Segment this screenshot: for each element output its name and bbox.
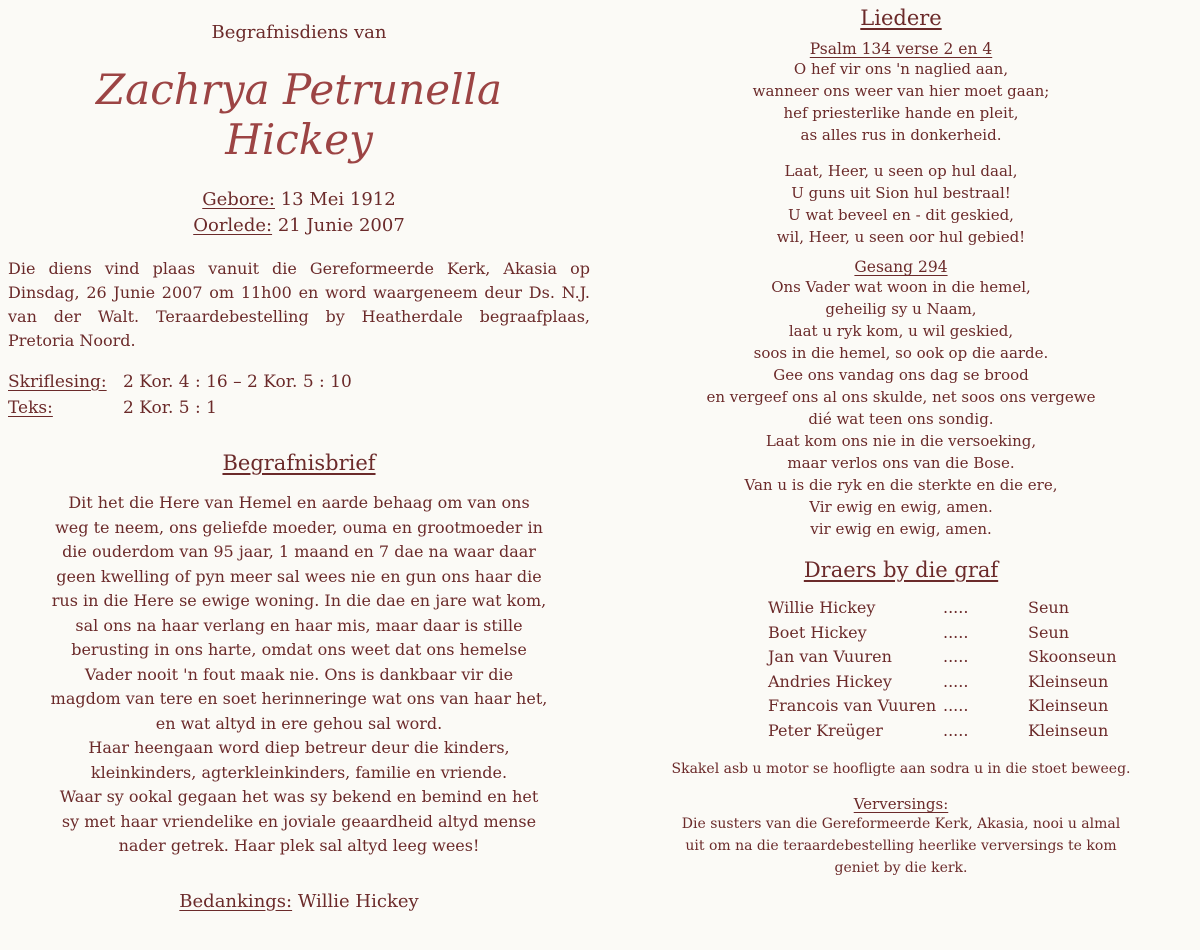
headlights-note: Skakel asb u motor se hoofligte aan sodra u in die stoet beweeg.	[671, 761, 1131, 777]
verse-line: Laat, Heer, u seen op hul daal,	[784, 162, 1018, 180]
service-details: Die diens vind plaas vanuit die Gereformeerde Kerk, Akasia op Dinsdag, 26 Junie 2007 om 11h00 en word waargeneem deur Ds. N.J. van der Walt. Teraardebestelling by Heatherdale begraafplaas, Pretoria Noord.	[8, 259, 590, 350]
born-value: 13 Mei 1912	[280, 189, 396, 210]
letter-line: kleinkinders, agterkleinkinders, familie en vriende.	[90, 762, 508, 782]
letter-line: Waar sy ookal gegaan het was sy bekend en bemind en het	[59, 787, 539, 806]
bearer-name: Andries Hickey	[768, 671, 892, 691]
hymn-verse	[608, 276, 1194, 540]
hymn-title: Gesang 294	[854, 258, 948, 276]
refreshments-heading: Verversings:	[853, 795, 949, 813]
verse-line: geheilig sy u Naam,	[825, 300, 977, 318]
bearer-relation: Kleinseun	[1028, 720, 1109, 740]
refresh-line: uit om na die teraardebestelling heerlike verversings te kom	[685, 838, 1117, 854]
letter-line: en wat altyd in ere gehou sal word.	[155, 713, 443, 733]
verse-line: Vir ewig en ewig, amen.	[809, 498, 993, 516]
letter-line: berusting in ons harte, omdat ons weet dat ons hemelse	[71, 640, 527, 659]
right-page	[602, 0, 1200, 950]
psalm-title: Psalm 134 verse 2 en 4	[809, 40, 993, 58]
scripture-block	[8, 369, 590, 421]
death-date	[8, 213, 590, 239]
letter-line: geen kwelling of pyn meer sal wees nie en gun ons haar die	[56, 566, 542, 586]
died-label: Oorlede:	[193, 215, 273, 236]
bearer-dots: .....	[943, 720, 969, 740]
verse-line: dié wat teen ons sondig.	[808, 410, 994, 428]
birth-date	[8, 187, 590, 213]
verse-line: maar verlos ons van die Bose.	[787, 454, 1015, 472]
verse-line: Gee ons vandag ons dag se brood	[773, 366, 1029, 384]
letter-line: magdom van tere en soet herinneringe wat ons van haar het,	[50, 689, 548, 708]
verse-line: wanneer ons weer van hier moet gaan;	[752, 82, 1050, 100]
born-label: Gebore:	[202, 189, 275, 210]
verse-line: U wat beveel en - dit geskied,	[788, 206, 1014, 224]
name-line-1: Zachrya Petrunella	[95, 65, 503, 114]
text-label: Teks:	[8, 398, 53, 418]
verse-line: Van u is die ryk en die sterkte en die ere,	[744, 476, 1058, 494]
bearer-dots: .....	[943, 671, 969, 691]
verse-line: Ons Vader wat woon in die hemel,	[771, 278, 1031, 296]
letter-line: Haar heengaan word diep betreur deur die kinders,	[88, 738, 510, 757]
verse-line: vir ewig en ewig, amen.	[810, 520, 992, 538]
verse-line: soos in die hemel, so ook op die aarde.	[753, 344, 1049, 362]
bearers-heading: Draers by die graf	[803, 558, 999, 582]
intro-text: Begrafnisdiens van	[211, 22, 387, 43]
bearer-name: Jan van Vuuren	[768, 647, 892, 666]
verse-line: en vergeef ons al ons skulde, net soos ons vergewe	[706, 388, 1096, 406]
verse-line: laat u ryk kom, u wil geskied,	[788, 322, 1014, 340]
verse-line: U guns uit Sion hul bestraal!	[791, 184, 1011, 202]
bearer-name: Peter Kreüger	[768, 720, 883, 740]
songs-heading: Liedere	[860, 6, 942, 30]
bearer-dots: .....	[943, 647, 969, 666]
bearer-relation: Skoonseun	[1028, 647, 1117, 666]
letter-line: Vader nooit 'n fout maak nie. Ons is dankbaar vir die	[84, 664, 514, 684]
letter-line: sy met haar vriendelike en joviale geaardheid altyd mense	[61, 811, 537, 831]
bearers-table	[768, 596, 1194, 743]
bearer-name: Boet Hickey	[768, 622, 867, 642]
left-page	[0, 0, 598, 950]
thanks-label: Bedankings:	[179, 890, 293, 912]
verse-line: O hef vir ons 'n naglied aan,	[793, 60, 1009, 78]
died-value: 21 Junie 2007	[277, 215, 405, 236]
deceased-name	[8, 65, 590, 165]
bearer-dots: .....	[943, 696, 969, 715]
psalm-verse-1	[608, 58, 1194, 146]
letter-line: rus in die Here se ewige woning. In die dae en jare wat kom,	[51, 591, 547, 610]
thanks-value: Willie Hickey	[297, 890, 419, 912]
refreshments-text	[608, 813, 1194, 879]
thanks-line	[8, 891, 590, 912]
bearer-dots: .....	[943, 598, 969, 617]
funeral-letter	[8, 491, 590, 859]
letter-line: Dit het die Here van Hemel en aarde behaag om van ons	[68, 493, 530, 512]
letter-line: weg te neem, ons geliefde moeder, ouma en grootmoeder in	[55, 517, 543, 537]
bearer-relation: Seun	[1028, 622, 1070, 642]
name-line-2: Hickey	[225, 115, 373, 164]
text-value: 2 Kor. 5 : 1	[123, 398, 217, 418]
refresh-line: Die susters van die Gereformeerde Kerk, Akasia, nooi u almal	[681, 816, 1121, 832]
letter-heading: Begrafnisbrief	[222, 451, 376, 475]
bearer-name: Willie Hickey	[768, 598, 876, 617]
verse-line: hef priesterlike hande en pleit,	[783, 104, 1019, 122]
letter-line: sal ons na haar verlang en haar mis, maar daar is stille	[75, 615, 523, 635]
verse-line: Laat kom ons nie in die versoeking,	[765, 432, 1037, 450]
letter-line: die ouderdom van 95 jaar, 1 maand en 7 dae na waar daar	[62, 542, 536, 561]
dates-block	[8, 187, 590, 239]
bearer-relation: Kleinseun	[1028, 671, 1109, 691]
reading-value: 2 Kor. 4 : 16 – 2 Kor. 5 : 10	[123, 372, 352, 392]
reading-label: Skriflesing:	[8, 372, 107, 392]
verse-line: as alles rus in donkerheid.	[800, 126, 1002, 144]
bearer-dots: .....	[943, 622, 969, 642]
refresh-line: geniet by die kerk.	[834, 860, 968, 876]
bearer-relation: Kleinseun	[1028, 696, 1109, 715]
letter-line: nader getrek. Haar plek sal altyd leeg wees!	[118, 836, 480, 855]
bearer-name: Francois van Vuuren	[768, 696, 937, 715]
bearer-relation: Seun	[1028, 598, 1070, 617]
verse-line: wil, Heer, u seen oor hul gebied!	[776, 228, 1026, 246]
psalm-verse-2	[608, 160, 1194, 248]
